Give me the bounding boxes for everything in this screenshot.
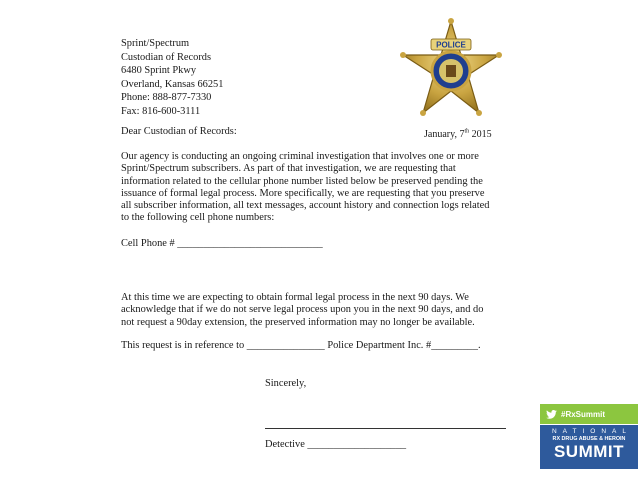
date-year: 2015 bbox=[469, 129, 492, 140]
salutation: Dear Custodian of Records: bbox=[121, 126, 237, 137]
address-line: Custodian of Records bbox=[121, 51, 212, 63]
address-line: Phone: 888-877-7330 bbox=[121, 92, 212, 104]
paragraph-line: Our agency is conducting an ongoing criminal investigation that involves one or more bbox=[121, 151, 479, 162]
signature-line bbox=[265, 428, 506, 429]
date-prefix: January, 7 bbox=[424, 129, 465, 140]
address-line: Fax: 816-600-3111 bbox=[121, 105, 201, 117]
address-line: Overland, Kansas 66251 bbox=[121, 78, 224, 90]
police-badge-icon bbox=[395, 17, 507, 125]
paragraph-line: issuance of formal legal process. More specifically, we are requesting that you preserve bbox=[121, 187, 485, 199]
letter-date bbox=[424, 129, 492, 140]
closing: Sincerely, bbox=[265, 378, 307, 389]
paragraph-legal-process bbox=[121, 292, 483, 329]
hashtag-text: #RxSummit bbox=[561, 409, 606, 419]
reference-line: This request is in reference to _______________ Police Department Inc. #_________. bbox=[121, 340, 481, 351]
paragraph-line: acknowledge that if we do not serve legal process upon you in the next 90 days, and do bbox=[121, 304, 484, 316]
paragraph-line: At this time we are expecting to obtain formal legal process in the next 90 days. We bbox=[121, 292, 469, 303]
date-suffix: th bbox=[464, 128, 470, 135]
paragraph-line: Sprint/Spectrum subscribers. As part of that investigation, we are requesting that bbox=[121, 163, 456, 175]
address-line: Sprint/Spectrum bbox=[121, 38, 190, 49]
paragraph-line: all subscriber information, all text messages, account history and connection logs related bbox=[121, 200, 490, 212]
summit-national: NATIONAL bbox=[551, 428, 633, 435]
summit-logo bbox=[540, 425, 638, 469]
recipient-address bbox=[121, 37, 223, 119]
summit-title: SUMMIT bbox=[553, 442, 625, 461]
twitter-bird-icon bbox=[546, 410, 557, 419]
paragraph-line: information related to the cellular phone number listed below be preserved pending the bbox=[121, 175, 483, 187]
address-line: 6480 Sprint Pkwy bbox=[121, 65, 197, 77]
paragraph-request bbox=[121, 151, 489, 225]
badge-label: POLICE bbox=[436, 40, 466, 50]
detective-field: Detective ___________________ bbox=[265, 439, 407, 450]
cell-phone-field: Cell Phone # ____________________________ bbox=[121, 238, 323, 249]
summit-subtitle: RX DRUG ABUSE & HEROIN bbox=[552, 436, 626, 442]
paragraph-line: to the following cell phone numbers: bbox=[121, 212, 275, 224]
hashtag-banner bbox=[540, 404, 638, 424]
paragraph-line: not request a 90day extension, the preserved information may no longer be available. bbox=[121, 316, 475, 328]
